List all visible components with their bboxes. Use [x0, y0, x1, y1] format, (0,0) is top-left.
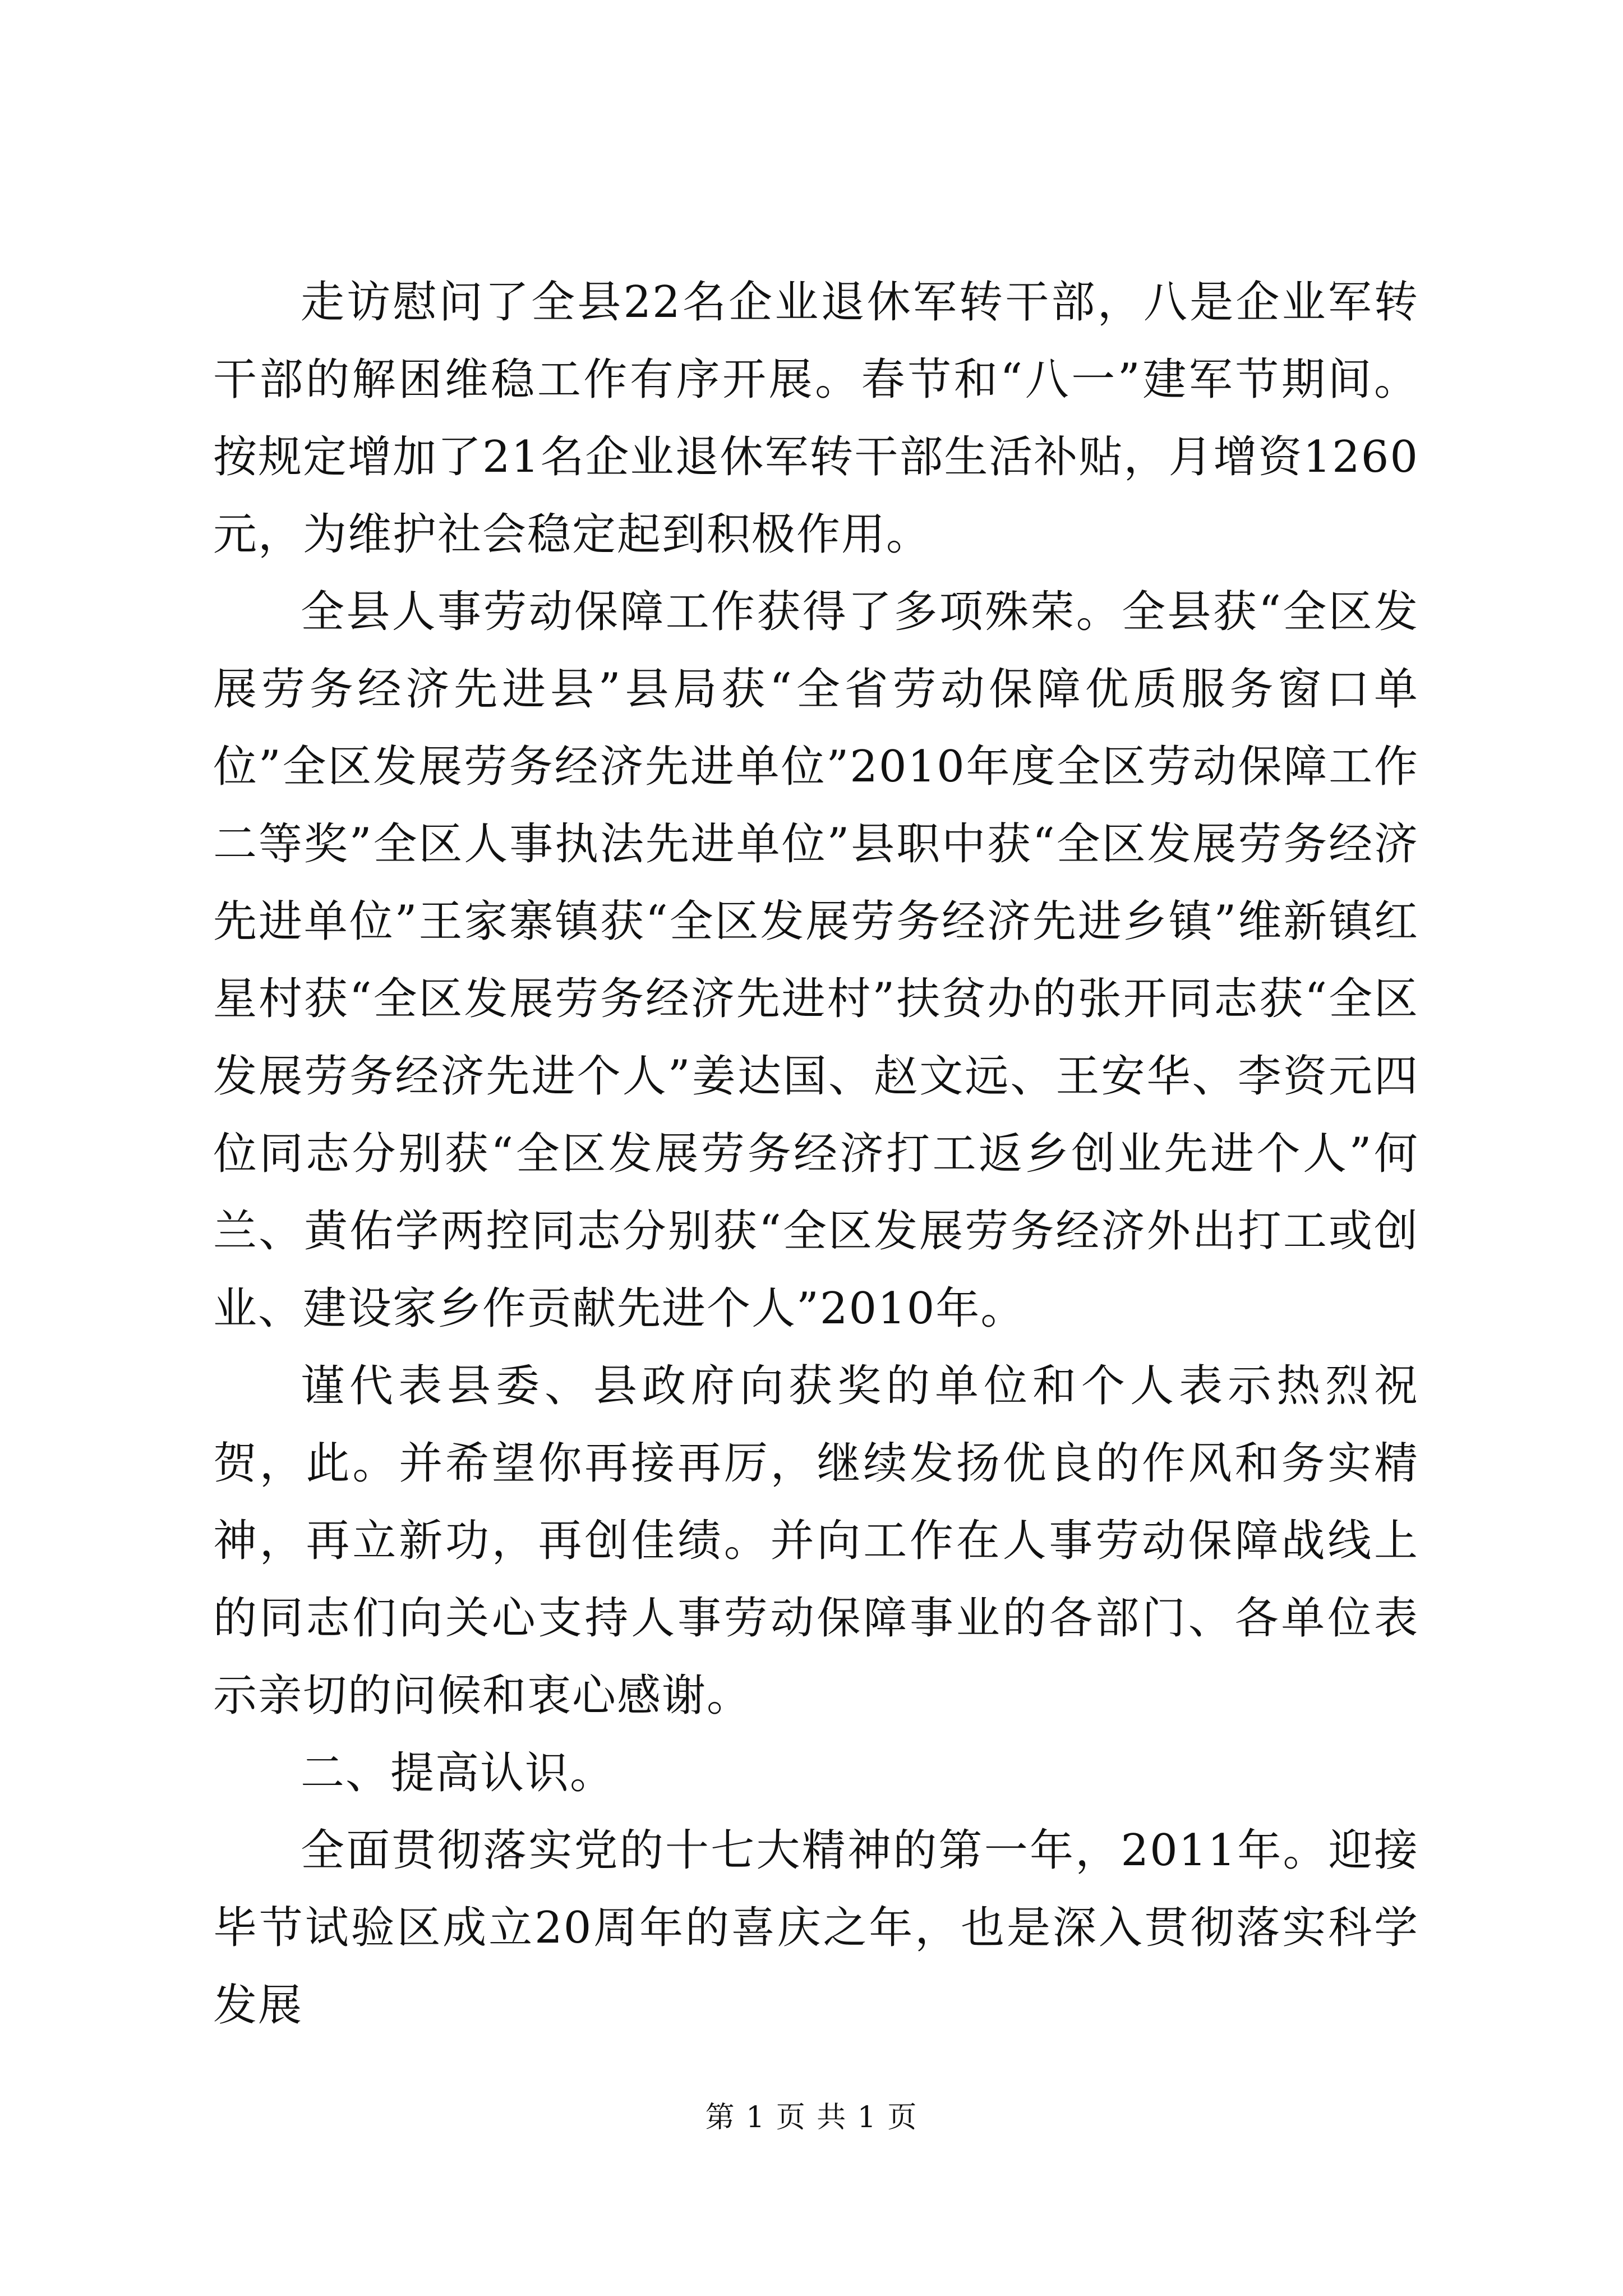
page-footer: 第 1 页 共 1 页	[705, 2101, 918, 2134]
paragraph-1: 走访慰问了全县22名企业退休军转干部，八是企业军转干部的解困维稳工作有序开展。春节和“八一”建军节期间。按规定增加了21名企业退休军转干部生活补贴，月增资1260元，为维护社会稳定起到积极作用。	[213, 277, 1419, 560]
document-body	[213, 264, 1419, 2044]
paragraph-3: 谨代表县委、县政府向获奖的单位和个人表示热烈祝贺，此。并希望你再接再厉，继续发扬优良的作风和务实精神，再立新功，再创佳绩。并向工作在人事劳动保障战线上的同志们向关心支持人事劳动保障事业的各部门、各单位表示亲切的问候和衷心感谢。	[213, 1361, 1419, 1721]
paragraph-2: 全县人事劳动保障工作获得了多项殊荣。全县获“全区发展劳务经济先进县”县局获“全省劳动保障优质服务窗口单位”全区发展劳务经济先进单位”2010年度全区劳动保障工作二等奖”全区人事执法先进单位”县职中获“全区发展劳务经济先进单位”王家寨镇获“全区发展劳务经济先进乡镇”维新镇红星村获“全区发展劳务经济先进村”扶贫办的张开同志获“全区发展劳务经济先进个人”姜达国、赵文远、王安华、李资元四位同志分别获“全区发展劳务经济打工返乡创业先进个人”何兰、黄佑学两控同志分别获“全区发展劳务经济外出打工或创业、建设家乡作贡献先进个人”2010年。	[213, 587, 1419, 1334]
paragraph-5: 全面贯彻落实党的十七大精神的第一年，2011年。迎接毕节试验区成立20周年的喜庆之年，也是深入贯彻落实科学发展	[213, 1825, 1419, 2031]
section-heading: 二、提高认识。	[301, 1748, 615, 1798]
